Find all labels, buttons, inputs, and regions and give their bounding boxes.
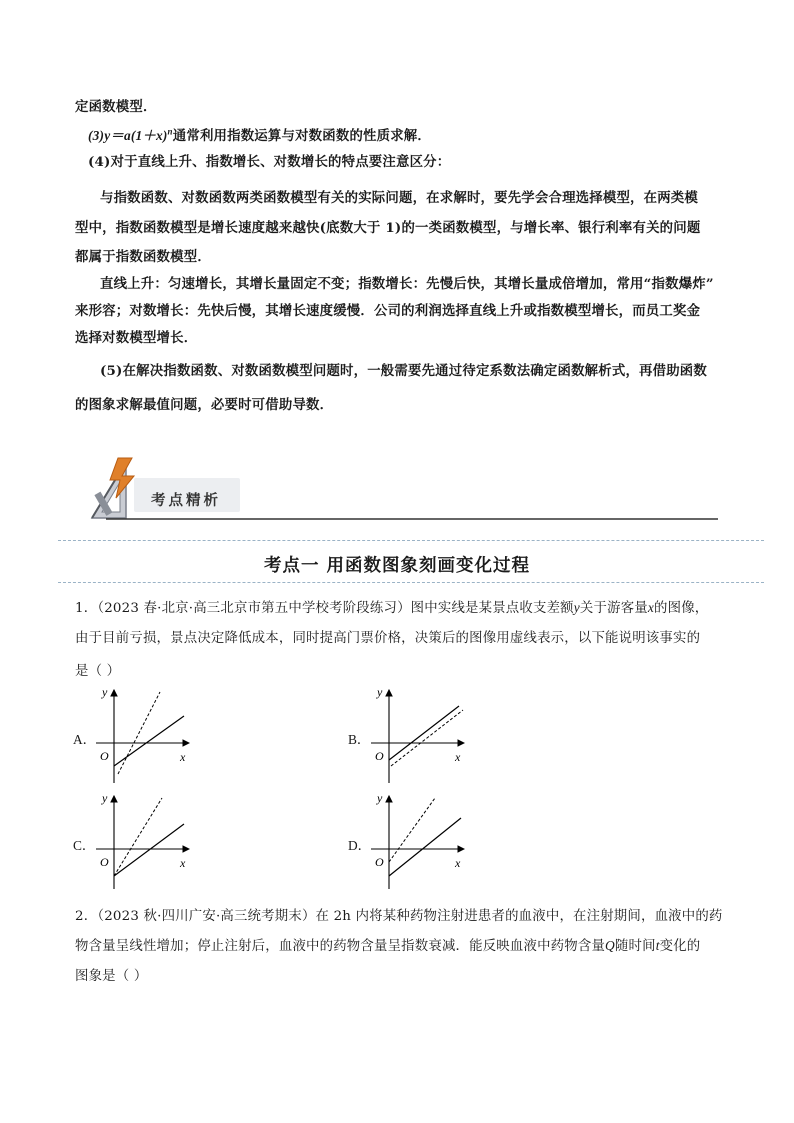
para2-line-3: 选择对数模型增长． [75, 330, 198, 346]
section-title: 考点一 用函数图象刻画变化过程 [263, 556, 531, 576]
formula-exponent: n [167, 126, 173, 137]
para2-line-2: 来形容；对数增长：先快后慢，其增长速度缓慢．公司的利润选择直线上升或指数模型增长，而员工奖金 [75, 303, 701, 319]
y-axis-label: y [377, 686, 383, 699]
q2-text-b: 随时间 [614, 939, 656, 954]
graph-c[interactable] [92, 792, 202, 892]
dashed-line [389, 798, 435, 862]
origin-label: O [100, 855, 109, 869]
para3-line-1: (5)在解决指数函数、对数函数模型问题时，一般需要先通过待定系数法确定函数解析式，再借助函数 [100, 363, 707, 379]
q1-text-c: 的图像， [654, 601, 709, 616]
dashed-line [118, 692, 160, 774]
intro-line-3: (4)对于直线上升、指数增长、对数增长的特点要注意区分： [88, 154, 451, 170]
x-axis-label: x [180, 856, 186, 870]
x-axis-label: x [455, 856, 461, 870]
origin-label: O [375, 855, 384, 869]
solid-line [114, 824, 184, 876]
q2-text-c: 变化的 [659, 939, 701, 954]
intro-line-2 [88, 125, 431, 144]
q1-var-y: y [573, 600, 580, 615]
q1-text-b: 关于游客量 [579, 601, 648, 616]
origin-label: O [375, 749, 384, 763]
q1-text-a: 1．（2023 春·北京·高三北京市第五中学校考阶段练习）图中实线是某景点收支差额 [75, 601, 574, 616]
para1-line-3: 都属于指数函数模型． [75, 249, 211, 265]
section-banner [86, 452, 726, 524]
q1-line-2: 由于目前亏损，景点决定降低成本，同时提高门票价格，决策后的图像用虚线表示，以下能说明该事实的 [75, 631, 701, 646]
q2-line-3: 图象是（ ） [75, 969, 148, 984]
y-axis-label: y [102, 792, 108, 805]
solid-line [389, 818, 461, 876]
y-axis-label: y [102, 686, 108, 699]
para2-line-1: 直线上升：匀速增长，其增长量固定不变；指数增长：先慢后快，其增长量成倍增加，常用“指数爆炸” [100, 276, 714, 292]
q2-var-t: t [655, 938, 660, 953]
dashed-line [114, 798, 162, 876]
q2-line-1: 2．（2023 秋·四川广安·高三统考期末）在 2h 内将某种药物注射进患者的血液中，在注射期间，血液中的药 [75, 909, 723, 924]
intro-line-2-text: 通常利用指数运算与对数函数的性质求解． [172, 128, 431, 144]
origin-label: O [100, 749, 109, 763]
formula: (3)y＝a(1＋x) [88, 128, 168, 143]
q1-line-1 [75, 597, 708, 616]
option-b-label[interactable]: B． [348, 732, 371, 747]
x-axis-label: x [455, 750, 461, 764]
graph-b[interactable] [367, 686, 477, 786]
option-a-label[interactable]: A． [73, 732, 97, 747]
graph-d[interactable] [367, 792, 477, 892]
para1-line-1: 与指数函数、对数函数两类函数模型有关的实际问题，在求解时，要先学会合理选择模型，在两类模 [100, 190, 698, 206]
para1-line-2: 型中，指数函数模型是增长速度越来越快(底数大于 1)的一类函数模型，与增长率、银行利率有关的问题 [75, 220, 701, 236]
ruler-triangle-icon [92, 458, 134, 518]
option-d-label[interactable]: D． [348, 838, 372, 853]
q1-line-3: 是（ ） [75, 664, 121, 679]
divider-bottom [58, 582, 764, 583]
solid-line [389, 706, 459, 760]
dashed-line [391, 710, 463, 766]
intro-line-1: 定函数模型． [75, 99, 157, 115]
q1-var-x: x [647, 600, 655, 615]
q2-line-2 [75, 935, 700, 954]
divider-top [58, 540, 764, 541]
y-axis-label: y [377, 792, 383, 805]
option-c-label[interactable]: C． [73, 838, 96, 853]
para3-line-2: 的图象求解最值问题，必要时可借助导数． [75, 397, 334, 413]
x-axis-label: x [180, 750, 186, 764]
banner-title: 考点精析 [151, 492, 221, 509]
graph-a[interactable] [92, 686, 202, 786]
solid-line [114, 716, 184, 766]
q2-text-a: 物含量呈线性增加；停止注射后，血液中的药物含量呈指数衰减．能反映血液中药物含量 [75, 939, 606, 954]
q2-var-q: Q [605, 938, 615, 953]
